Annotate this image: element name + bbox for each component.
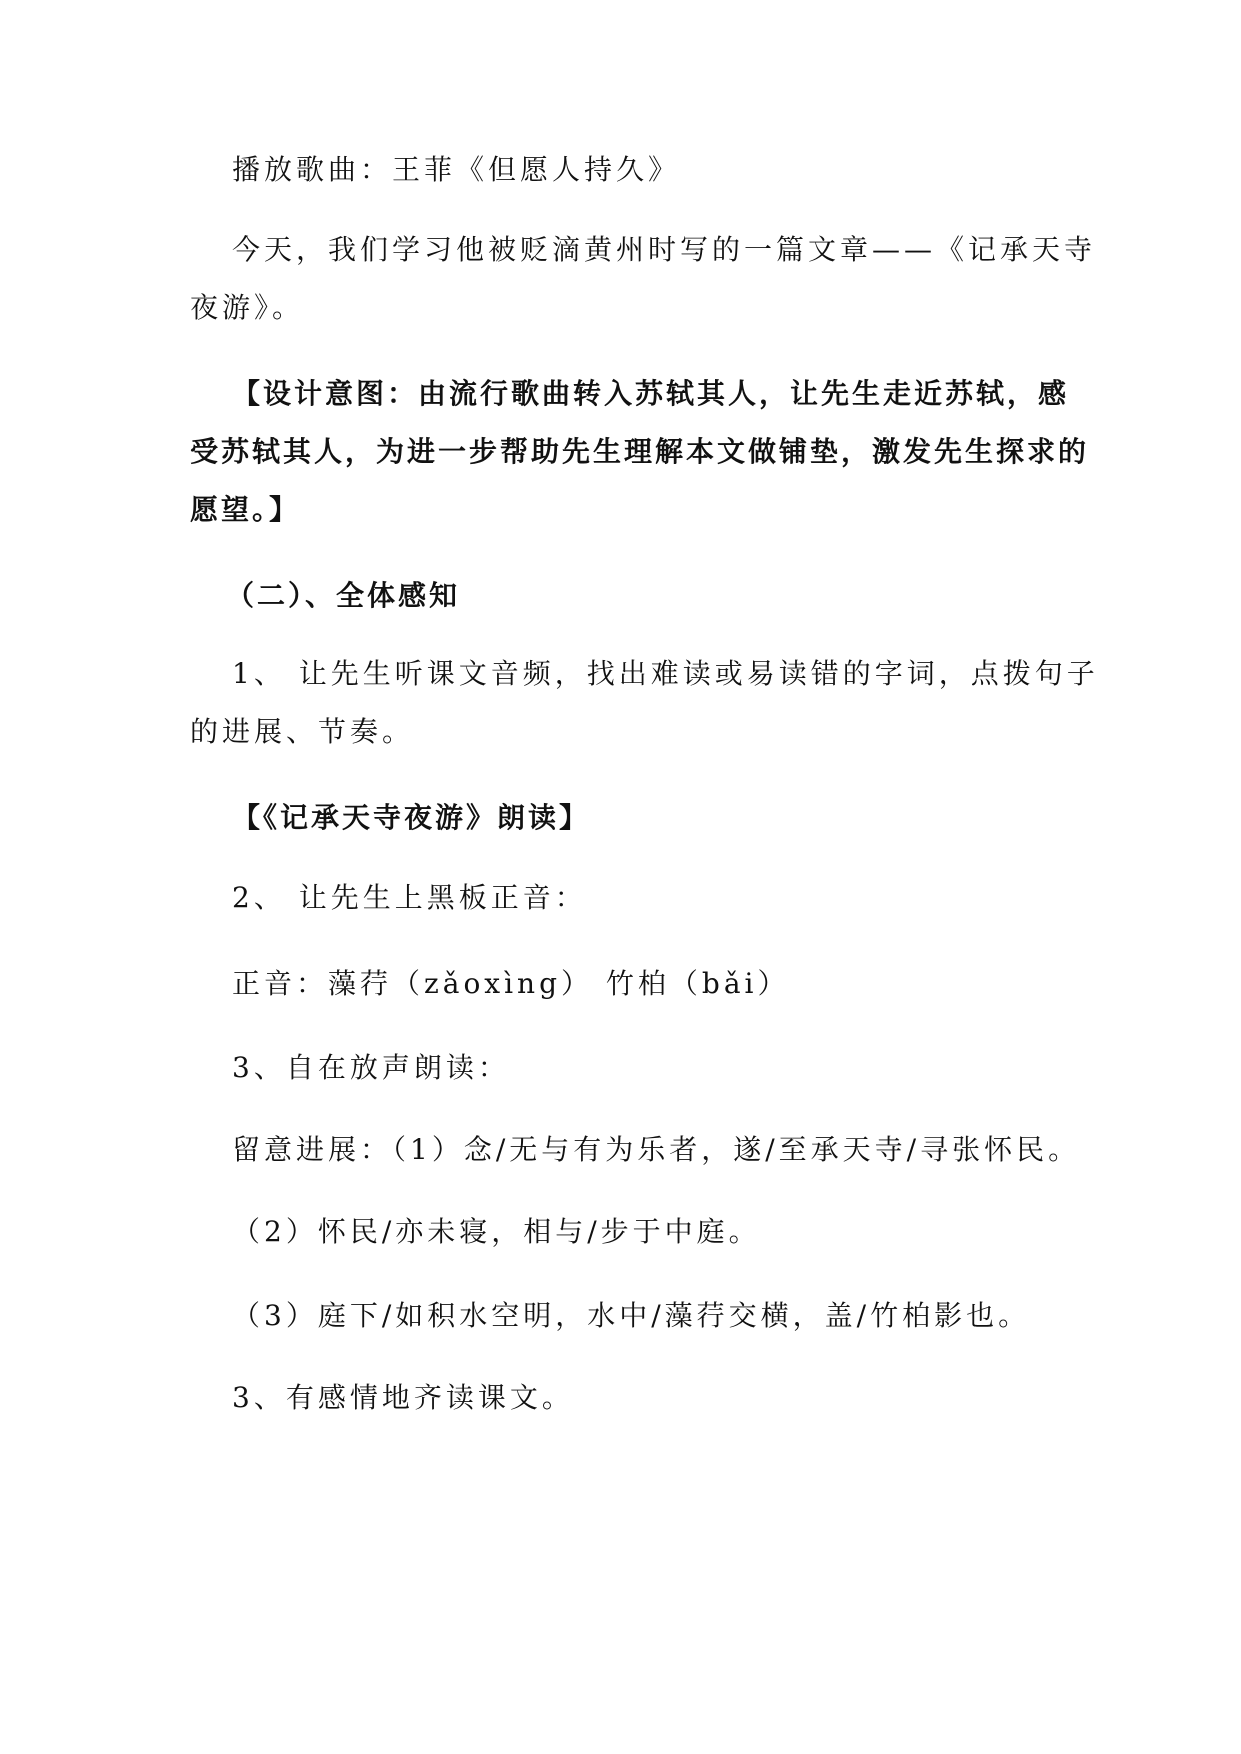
intro-paragraph-line2: 夜游》。 <box>190 291 305 324</box>
reading-heading: 【《记承天寺夜游》朗读】 <box>232 801 591 834</box>
step3-paragraph: 3、自在放声朗读： <box>232 1051 510 1084</box>
design-intent-line3: 愿望。】 <box>190 493 301 526</box>
step3b-paragraph: 3、有感情地齐读课文。 <box>232 1381 574 1414</box>
pronunciation-paragraph: 正音：藻荇（zǎoxìng） 竹柏（bǎi） <box>232 967 790 1000</box>
design-intent-line2: 受苏轼其人，为进一步帮助先生理解本文做铺垫，激发先生探求的 <box>190 435 1090 468</box>
step2-paragraph: 2、 让先生上黑板正音： <box>232 881 587 914</box>
song-paragraph: 播放歌曲：王菲《但愿人持久》 <box>232 153 681 186</box>
pause-example-3: （3）庭下/如积水空明，水中/藻荇交横，盖/竹柏影也。 <box>232 1299 1031 1332</box>
section-heading: （二）、全体感知 <box>226 579 461 612</box>
step1-line1: 1、 让先生听课文音频，找出难读或易读错的字词，点拨句子 <box>232 657 1099 690</box>
step1-line2: 的进展、节奏。 <box>190 715 415 748</box>
design-intent-line1: 【设计意图：由流行歌曲转入苏轼其人，让先生走近苏轼，感 <box>232 377 1070 410</box>
pause-example-2: （2）怀民/亦未寝，相与/步于中庭。 <box>232 1215 761 1248</box>
pause-example-1: 留意进展：（1）念/无与有为乐者，遂/至承天寺/寻张怀民。 <box>232 1133 1081 1166</box>
intro-paragraph-line1: 今天，我们学习他被贬滴黄州时写的一篇文章——《记承天寺 <box>232 233 1097 266</box>
